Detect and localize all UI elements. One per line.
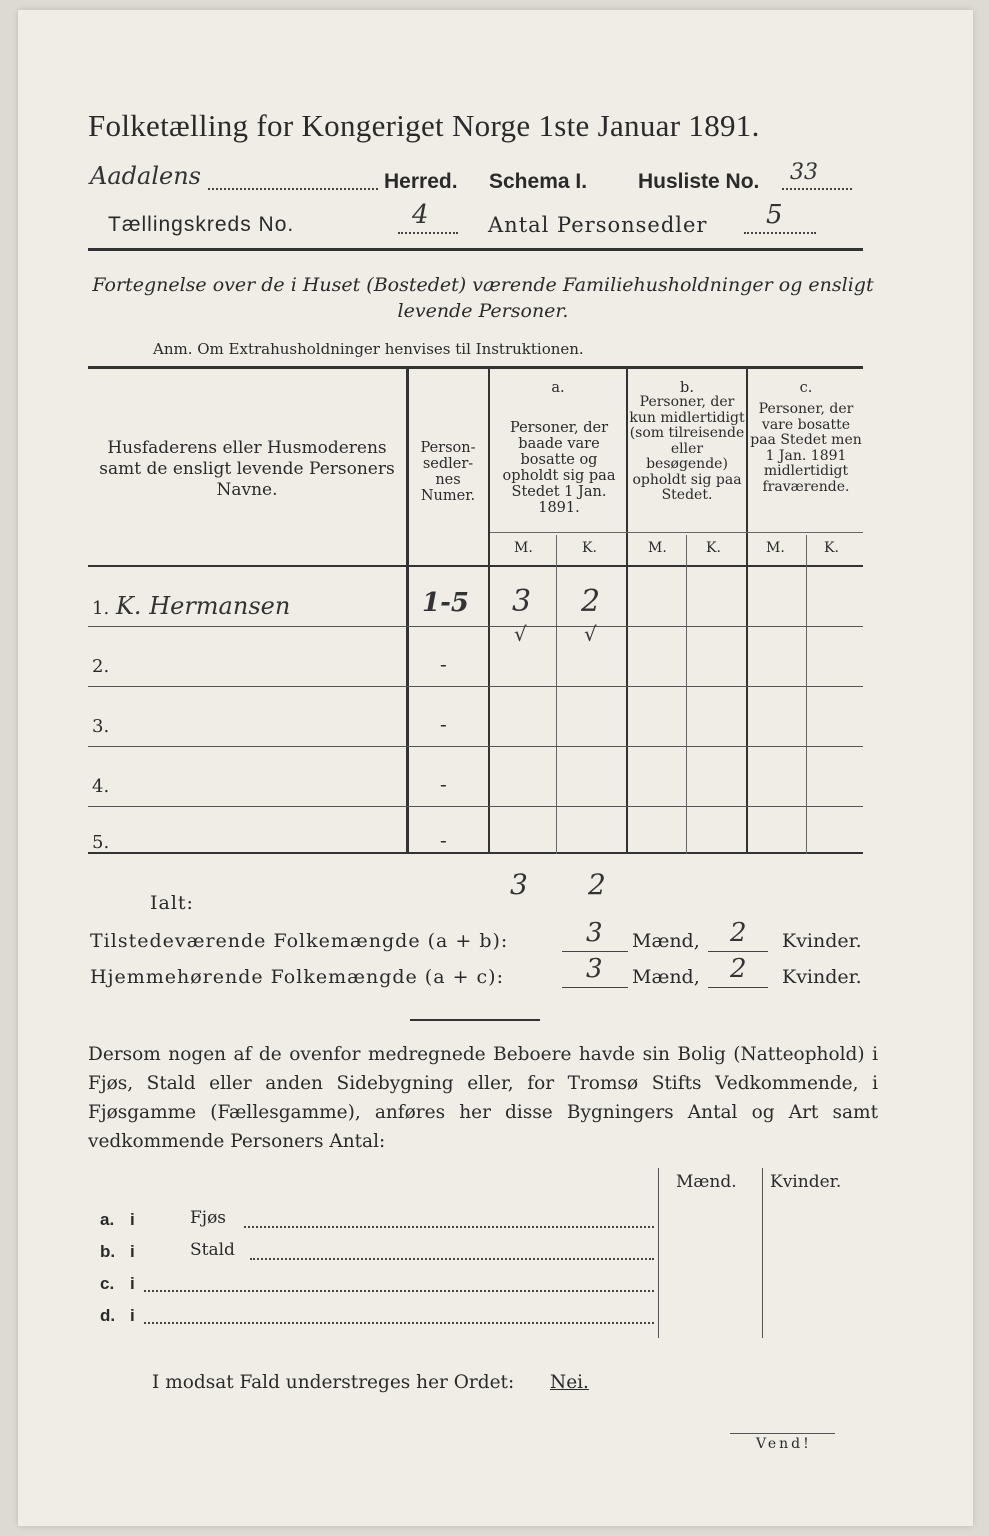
anm-note: Anm. Om Extrahusholdninger henvises til Instruktionen. [153, 340, 584, 358]
row-sedler: 1-5 [422, 588, 469, 618]
census-form-page [18, 10, 973, 1526]
buildings-maend-header: Mænd. [676, 1172, 737, 1192]
ialt-k: 2 [588, 868, 606, 901]
hjemme-m: 3 [586, 954, 603, 984]
col-a-header: Personer, der baade vare bosatte og opholdt sig paa Stedet 1 Jan. 1891. [502, 420, 616, 516]
building-i: i [130, 1210, 135, 1229]
building-dotted-line [144, 1322, 654, 1324]
tick-mark: √ [514, 622, 527, 646]
row-rule [88, 626, 863, 627]
personsedler-dotted-line [744, 232, 816, 234]
hjemme-m-line [562, 987, 628, 988]
c-m-label: M. [766, 540, 785, 556]
building-dotted-line [244, 1226, 654, 1228]
buildings-kvinder-header: Kvinder. [770, 1172, 842, 1192]
col-a-letter: a. [551, 380, 565, 396]
building-letter: a. [100, 1210, 115, 1229]
herred-name-handwritten: Aadalens [90, 162, 201, 190]
row-a-m: 3 [512, 584, 532, 619]
row-number: 5. [92, 832, 110, 853]
b-m-label: M. [648, 540, 667, 556]
ialt-label: Ialt: [150, 892, 194, 914]
hjemme-maend: Mænd, [632, 966, 700, 988]
col-num-header: Person-sedler-nes Numer. [420, 440, 476, 504]
mk-subheader-rule [490, 532, 863, 533]
a-m-label: M. [514, 540, 533, 556]
kreds-value: 4 [412, 200, 429, 230]
row-a-k: 2 [581, 584, 601, 619]
building-i: i [130, 1274, 135, 1293]
modsat-word: Nei. [550, 1372, 589, 1393]
header-rule [88, 248, 863, 251]
col-divider [406, 368, 409, 854]
husliste-dotted-line [782, 188, 852, 190]
b-k-label: K. [706, 540, 721, 556]
building-letter: b. [100, 1242, 116, 1261]
hjemme-k-line [708, 987, 768, 988]
col-divider [626, 368, 628, 854]
col-c-letter: c. [799, 380, 813, 396]
vend-text: Vend! [756, 1436, 812, 1452]
building-name: Fjøs [190, 1208, 227, 1228]
building-dotted-line [250, 1258, 654, 1260]
col-b-letter: b. [680, 380, 694, 396]
a-k-label: K. [582, 540, 597, 556]
tick-mark: √ [584, 622, 597, 646]
row-number: 1. [92, 598, 110, 619]
tilstede-m: 3 [586, 918, 603, 948]
building-i: i [130, 1242, 135, 1261]
form-title: Folketælling for Kongeriget Norge 1ste Januar 1891. [88, 108, 760, 143]
tilstede-k: 2 [730, 918, 747, 948]
col-divider [746, 368, 748, 854]
tilstede-k-line [708, 951, 768, 952]
building-dotted-line [144, 1290, 654, 1292]
building-name: Stald [190, 1240, 235, 1260]
husliste-label: Husliste No. [638, 170, 760, 193]
building-letter: c. [100, 1274, 115, 1293]
kreds-dotted-line [398, 232, 458, 234]
bolig-paragraph: Dersom nogen af de ovenfor medregnede Beboere havde sin Bolig (Natteophold) i Fjøs, Stald eller anden Sidebygning eller, for Tromsø Stifts Vedkommende, i Fjøsgamme (Fællesgamme), anføres her disse Bygningers Antal og Art samt vedkommende Personers Antal: [88, 1044, 878, 1152]
c-k-label: K. [824, 540, 839, 556]
row-sedler: - [440, 712, 447, 736]
husliste-value: 33 [790, 160, 818, 185]
col-divider [488, 368, 490, 854]
hjemme-k: 2 [730, 954, 747, 984]
kreds-label: Tællingskreds No. [108, 213, 295, 236]
col-name-header: Husfaderens eller Husmoderens samt de ensligt levende Personers Navne. [99, 438, 395, 500]
row-rule [88, 686, 863, 687]
row-name: K. Hermansen [116, 592, 291, 620]
vend-rule [730, 1433, 835, 1434]
buildings-col-divider [762, 1168, 763, 1338]
row-sedler: - [440, 828, 447, 852]
col-b-header: Personer, der kun midlertidigt (som tilreisende eller besøgende) opholdt sig paa Stedet. [629, 394, 745, 503]
herred-dotted-line [208, 188, 378, 190]
row-number: 2. [92, 656, 110, 677]
hjemme-kvinder: Kvinder. [782, 966, 862, 988]
herred-label: Herred. [384, 170, 458, 193]
tilstede-m-line [562, 951, 628, 952]
personsedler-value: 5 [766, 200, 783, 230]
row-rule [88, 806, 863, 807]
row-rule [88, 746, 863, 747]
hjemme-label: Hjemmehørende Folkemængde (a + c): [90, 966, 504, 988]
building-i: i [130, 1306, 135, 1325]
tilstede-label: Tilstedeværende Folkemængde (a + b): [90, 930, 509, 952]
ialt-m: 3 [510, 868, 528, 901]
modsat-text: I modsat Fald understreges her Ordet: [152, 1372, 515, 1393]
personsedler-label: Antal Personsedler [488, 213, 708, 237]
building-letter: d. [100, 1306, 116, 1325]
col-c-header: Personer, der vare bosatte paa Stedet men 1 Jan. 1891 midlertidigt fraværende. [750, 401, 862, 495]
intro-text: Fortegnelse over de i Huset (Bostedet) værende Familiehusholdninger og ensligt levende Personer. [92, 274, 874, 322]
schema-label: Schema I. [489, 170, 588, 193]
row-number: 4. [92, 776, 110, 797]
row-number: 3. [92, 716, 110, 737]
buildings-col-divider [658, 1168, 659, 1338]
separator-rule [410, 1019, 540, 1021]
tilstede-maend: Mænd, [632, 930, 700, 952]
row-sedler: - [440, 652, 447, 676]
tilstede-kvinder: Kvinder. [782, 930, 862, 952]
row-sedler: - [440, 772, 447, 796]
